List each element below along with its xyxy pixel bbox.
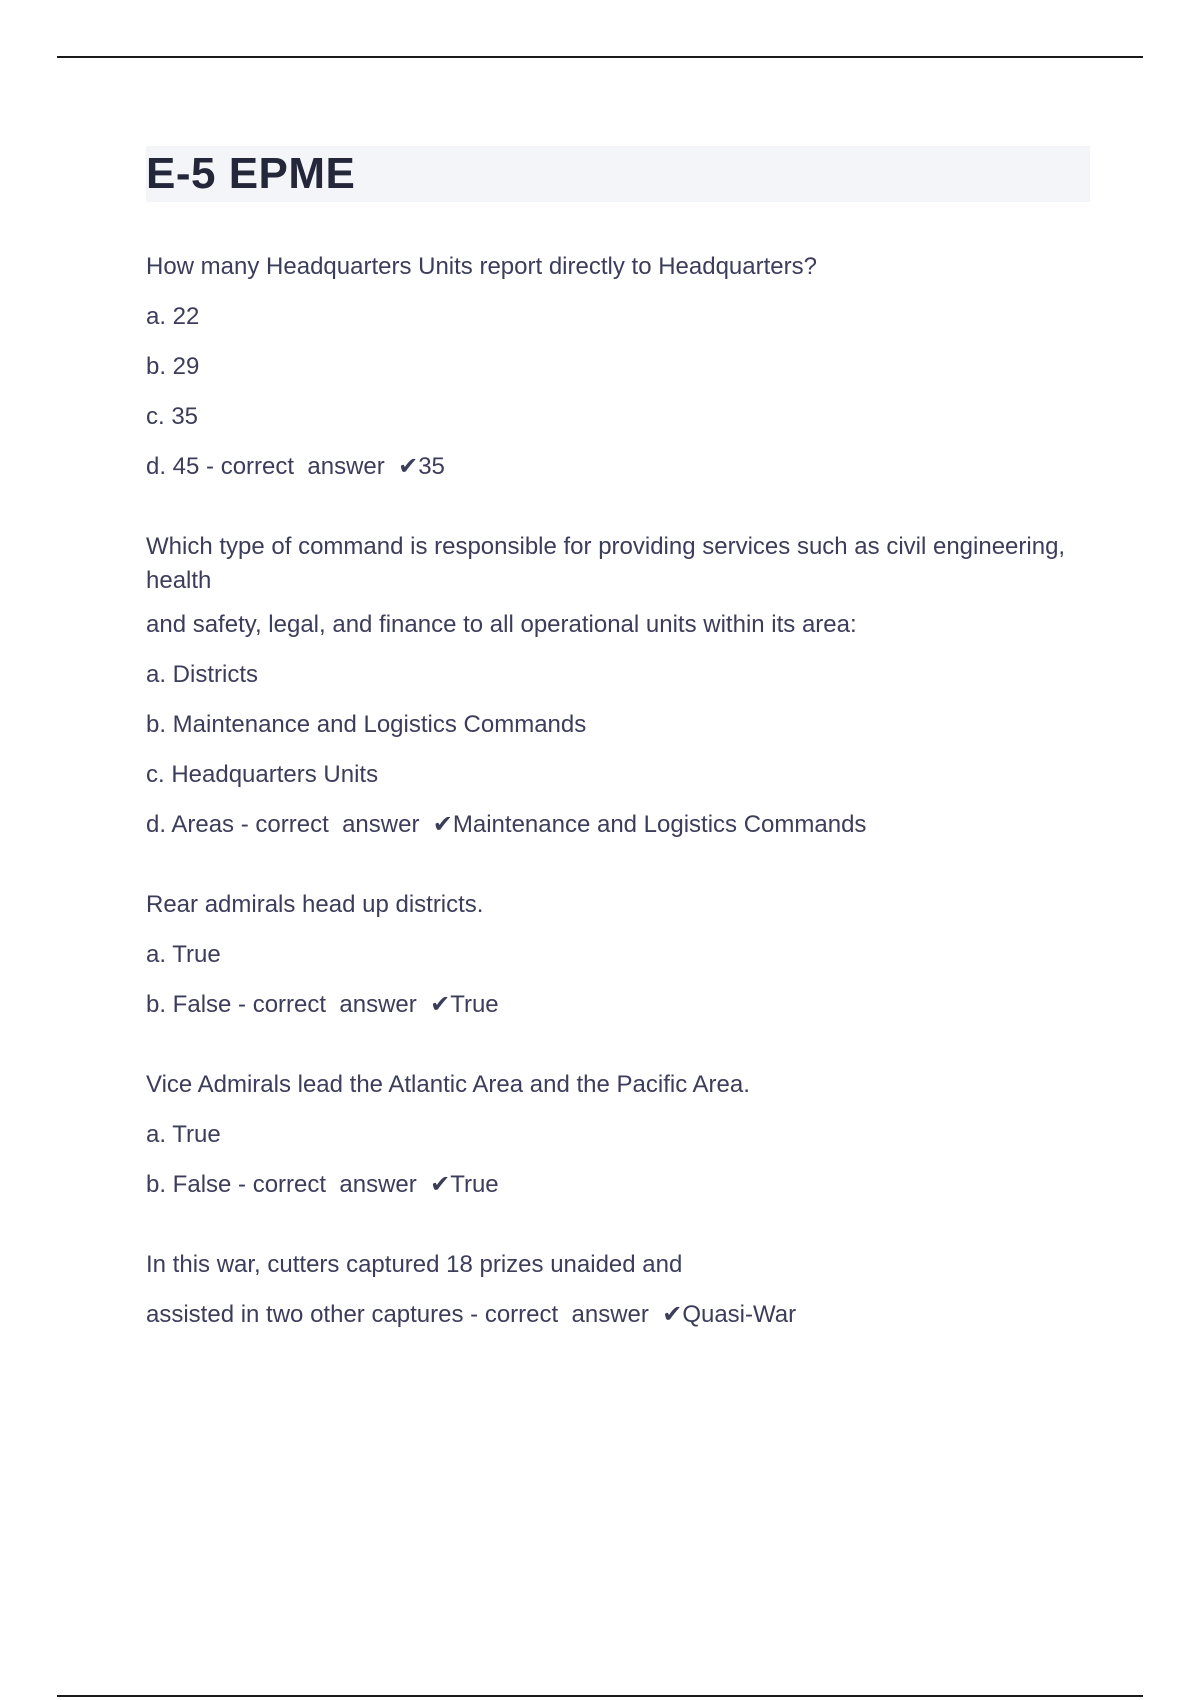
question-text: Rear admirals head up districts. [146,891,484,918]
answer-option: a. True [146,941,221,968]
question-5 [146,1248,1090,1332]
question-2 [146,530,1090,842]
bottom-rule [57,1695,1143,1697]
top-rule [57,56,1143,58]
question-text: In this war, cutters captured 18 prizes unaided and [146,1251,683,1278]
answer-option: b. Maintenance and Logistics Commands [146,711,587,738]
question-1 [146,250,1090,484]
question-4 [146,1068,1090,1202]
answer-option-with-correct-answer: b. False - correct answer ✔True [146,991,499,1018]
document-title: E-5 EPME [146,149,356,198]
question-text: How many Headquarters Units report directly to Headquarters? [146,253,817,280]
question-text-continued: and safety, legal, and finance to all operational units within its area: [146,611,857,638]
answer-option: c. Headquarters Units [146,761,379,788]
answer-option-with-correct-answer: d. Areas - correct answer ✔Maintenance and Logistics Commands [146,811,867,838]
answer-option: a. Districts [146,661,259,688]
question-text: Which type of command is responsible for providing services such as civil engineering, health [146,533,1066,594]
question-3 [146,888,1090,1022]
question-text: Vice Admirals lead the Atlantic Area and the Pacific Area. [146,1071,750,1098]
answer-option-with-correct-answer: b. False - correct answer ✔True [146,1171,499,1198]
answer-option: c. 35 [146,403,199,430]
answer-option: b. 29 [146,353,200,380]
question-text-with-correct-answer: assisted in two other captures - correct answer ✔Quasi-War [146,1301,797,1328]
answer-option-with-correct-answer: d. 45 - correct answer ✔35 [146,453,445,480]
answer-option: a. True [146,1121,221,1148]
answer-option: a. 22 [146,303,200,330]
title-bar [146,146,1090,202]
document-body [146,146,1090,1378]
